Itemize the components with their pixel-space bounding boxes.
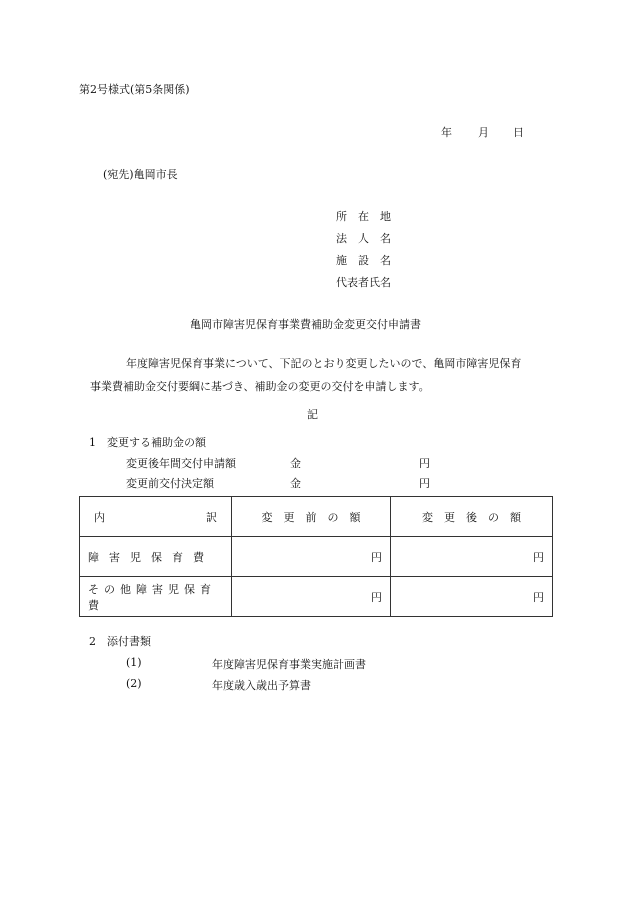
date-month-label: 月 xyxy=(478,126,489,139)
address-label: 所 在 地 xyxy=(336,210,391,223)
after-change-label: 変更後年間交付申請額 xyxy=(126,457,236,470)
representative-label: 代表者氏名 xyxy=(336,276,391,289)
after-change-kin: 金 xyxy=(290,457,301,470)
row-label-disabled-childcare: 障害児保育費 xyxy=(80,537,232,577)
cell-after-yen: 円 xyxy=(391,577,553,617)
before-change-kin: 金 xyxy=(290,477,301,490)
attachment-2-text: 年度歳入歳出予算書 xyxy=(212,679,311,692)
date-day-label: 日 xyxy=(513,126,524,139)
date-year-label: 年 xyxy=(441,126,452,139)
addressee: (宛先)亀岡市長 xyxy=(103,168,178,181)
document-title: 亀岡市障害児保育事業費補助金変更交付申請書 xyxy=(190,318,421,331)
ki-heading: 記 xyxy=(307,408,318,421)
form-number: 第2号様式(第5条関係) xyxy=(79,83,190,96)
before-change-label: 変更前交付決定額 xyxy=(126,477,214,490)
section1-heading: 1 変更する補助金の額 xyxy=(89,436,206,449)
header-after-amount: 変 更 後 の 額 xyxy=(391,497,553,537)
after-change-yen: 円 xyxy=(419,457,430,470)
body-text-line1: 年度障害児保育事業について、下記のとおり変更したいので、亀岡市障害児保育 xyxy=(126,357,522,370)
cell-before-yen: 円 xyxy=(232,537,391,577)
table-header-row xyxy=(80,497,553,537)
corporation-label: 法 人 名 xyxy=(336,232,391,245)
table-row xyxy=(80,577,553,617)
before-change-yen: 円 xyxy=(419,477,430,490)
cell-before-yen: 円 xyxy=(232,577,391,617)
table-row xyxy=(80,537,553,577)
row-label-other-disabled-childcare: その他障害児保育費 xyxy=(80,577,232,617)
header-before-amount: 変 更 前 の 額 xyxy=(232,497,391,537)
attachment-1-text: 年度障害児保育事業実施計画書 xyxy=(212,658,366,671)
section2-heading: 2 添付書類 xyxy=(89,635,151,648)
cell-after-yen: 円 xyxy=(391,537,553,577)
attachment-2-number: (2) xyxy=(126,677,142,690)
body-text-line2: 事業費補助金交付要綱に基づき、補助金の変更の交付を申請します。 xyxy=(90,380,430,393)
facility-label: 施 設 名 xyxy=(336,254,391,267)
header-breakdown: 内 訳 xyxy=(80,497,232,537)
breakdown-table xyxy=(79,496,553,617)
attachment-1-number: (1) xyxy=(126,656,142,669)
